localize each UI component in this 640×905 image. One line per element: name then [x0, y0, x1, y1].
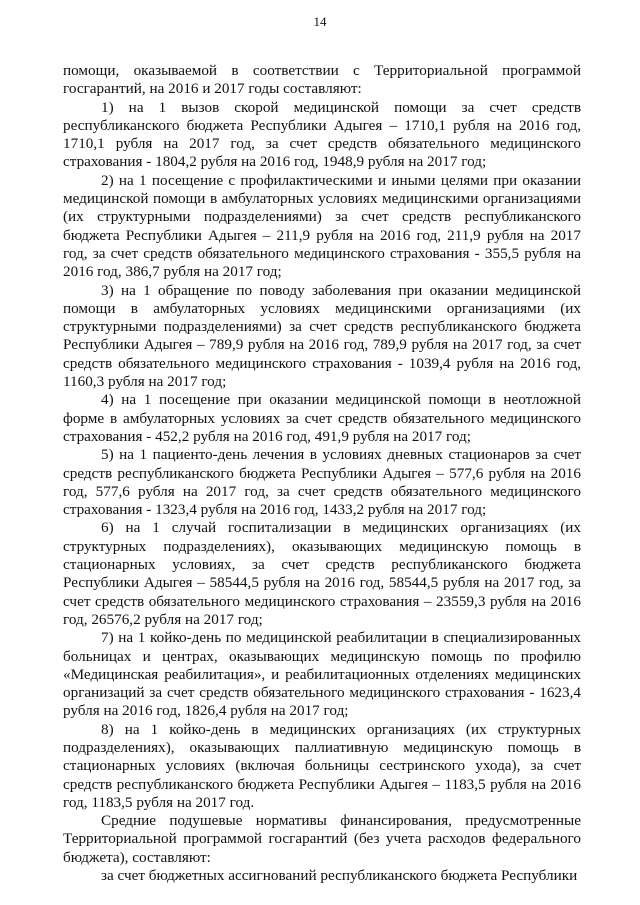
paragraph-item-6: 6) на 1 случай госпитализации в медицинских организациях (их структурных подразделениях), оказывающих медицинскую помощь в стационарных условиях, за счет средств республиканского бюджета Республики Адыгея – 58544,5 рубля на 2016 год, 58544,5 рубля на 2017 год, за счет средств обязательного медицинского страхования – 23559,3 рубля на 2016 год, 26576,2 рубля на 2017 год; [63, 519, 581, 628]
paragraph-item-1: 1) на 1 вызов скорой медицинской помощи за счет средств республиканского бюджета Республики Адыгея – 1710,1 рубля на 2016 год, 1710,1 рубля на 2017 год, за счет средств обязательного медицинского страхования - 1804,2 рубля на 2016 год, 1948,9 рубля на 2017 год; [63, 98, 581, 171]
paragraph-intro: помощи, оказываемой в соответствии с Территориальной программой госгарантий, на 2016 и 2017 годы составляют: [63, 62, 581, 98]
paragraph-item-3: 3) на 1 обращение по поводу заболевания при оказании медицинской помощи в амбулаторных условиях медицинскими организациями (их структурными подразделениями) за счет средств республиканского бюджета Республики Адыгея – 789,9 рубля на 2016 год, 789,9 рубля на 2017 год, за счет средств обязательного медицинского страхования - 1039,4 рубля на 2016 год, 1160,3 рубля на 2017 год; [63, 281, 581, 391]
paragraph-item-5: 5) на 1 пациенто-день лечения в условиях дневных стационаров за счет средств республиканского бюджета Республики Адыгея – 577,6 рубля на 2016 год, 577,6 рубля на 2017 год, за счет средств обязательного медицинского страхования - 1323,4 рубля на 2016 год, 1433,2 рубля на 2017 год; [63, 446, 581, 519]
paragraph-item-8: 8) на 1 койко-день в медицинских организациях (их структурных подразделениях), оказывающих паллиативную медицинскую помощь в стационарных условиях (включая больницы сестринского ухода), за счет средств республиканского бюджета Республики Адыгея – 1183,5 рубля на 2016 год, 1183,5 рубля на 2017 год. [63, 720, 581, 811]
paragraph-per-capita: Средние подушевые нормативы финансирования, предусмотренные Территориальной программой госгарантий (без учета расходов федерального бюджета), составляют: [63, 812, 581, 866]
paragraph-item-2: 2) на 1 посещение с профилактическими и иными целями при оказании медицинской помощи в амбулаторных условиях медицинскими организациями (их структурными подразделениями) за счет средств республиканского бюджета Республики Адыгея – 211,9 рубля на 2016 год, 211,9 рубля на 2017 год, за счет средств обязательного медицинского страхования - 355,5 рубля на 2016 год, 386,7 рубля на 2017 год; [63, 171, 581, 281]
document-body [63, 62, 581, 885]
paragraph-budget: за счет бюджетных ассигнований республиканского бюджета Республики [101, 867, 578, 885]
paragraph-item-7: 7) на 1 койко-день по медицинской реабилитации в специализированных больницах и центрах, оказывающих медицинскую помощь по профилю «Медицинская реабилитация», и реабилитационных отделениях медицинских организаций за счет средств обязательного медицинского страхования - 1623,4 рубля на 2016 год, 1826,4 рубля на 2017 год; [63, 629, 581, 720]
paragraph-item-4: 4) на 1 посещение при оказании медицинской помощи в неотложной форме в амбулаторных условиях за счет средств обязательного медицинского страхования - 452,2 рубля на 2016 год, 491,9 рубля на 2017 год; [63, 391, 581, 445]
page-number: 14 [313, 14, 327, 29]
